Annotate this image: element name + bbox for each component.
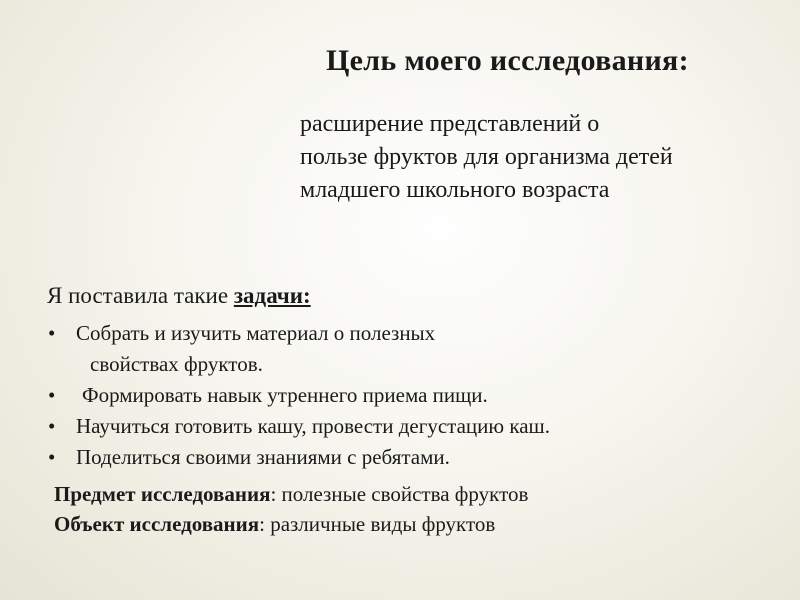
task-text: Собрать и изучить материал о полезных [76, 321, 436, 345]
research-object [54, 509, 528, 539]
tasks-heading-lead: Я поставила такие [47, 283, 234, 308]
research-facts [54, 479, 528, 539]
goal-line: младшего школьного возраста [300, 177, 610, 203]
subject-label: Предмет исследования [54, 482, 271, 506]
list-item [48, 411, 788, 442]
bullet-icon: • [48, 383, 56, 407]
bullet-icon: • [48, 321, 56, 345]
object-value: : различные виды фруктов [259, 512, 496, 536]
research-goal [300, 108, 800, 207]
research-subject [54, 479, 528, 509]
list-item [48, 318, 788, 380]
task-text: Поделиться своими знаниями с ребятами. [76, 445, 450, 469]
tasks-heading-keyword: задачи: [233, 283, 311, 308]
tasks-heading [47, 283, 311, 309]
list-item [48, 442, 788, 473]
task-text-continued: свойствах фруктов. [90, 352, 263, 376]
object-label: Объект исследования [54, 512, 260, 536]
goal-line: пользе фруктов для организма детей [300, 144, 673, 170]
tasks-list [48, 318, 788, 473]
bullet-icon: • [48, 445, 56, 469]
subject-value: : полезные свойства фруктов [270, 482, 529, 506]
task-text: Научиться готовить кашу, провести дегустацию каш. [76, 414, 550, 438]
bullet-icon: • [48, 414, 56, 438]
list-item [48, 380, 788, 411]
slide-title: Цель моего исследования: [326, 44, 689, 77]
task-text: Формировать навык утреннего приема пищи. [82, 383, 488, 407]
goal-line: расширение представлений о [300, 111, 600, 137]
